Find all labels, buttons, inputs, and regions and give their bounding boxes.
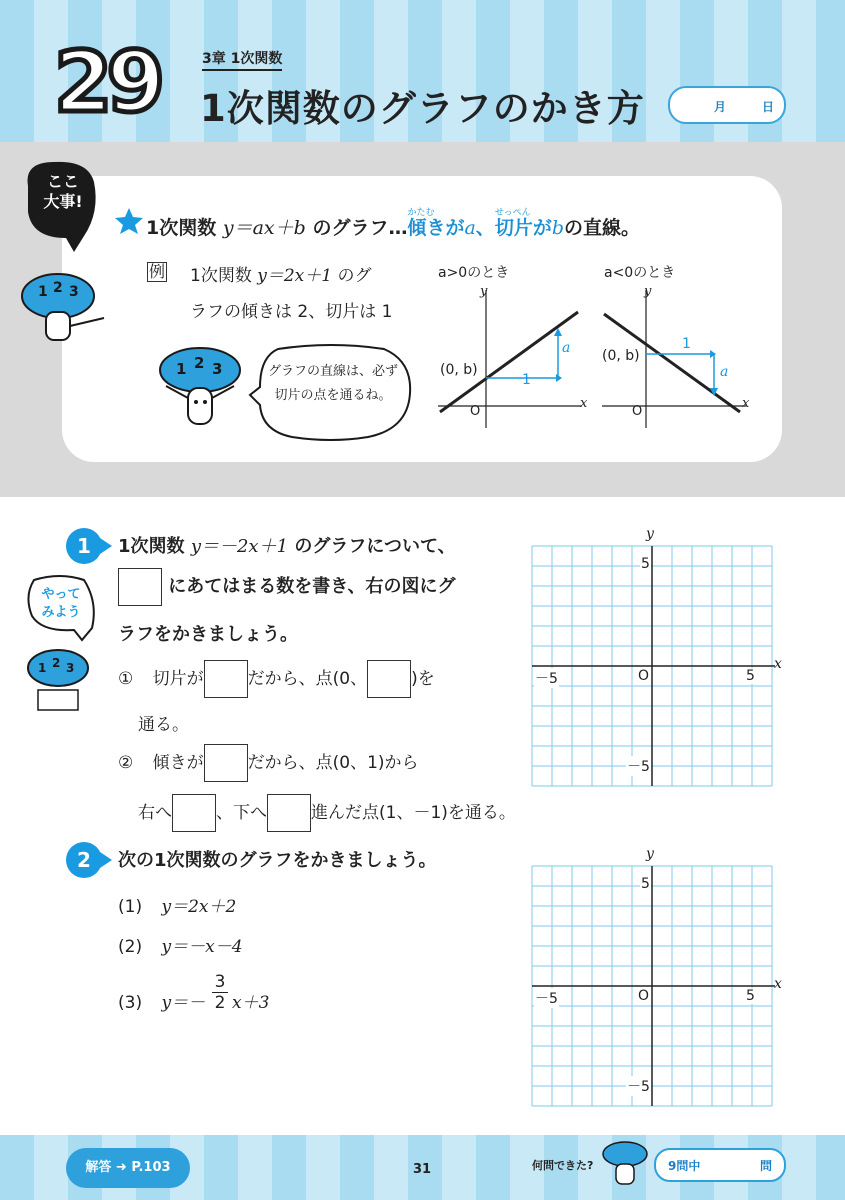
p1-right-answer[interactable] xyxy=(172,794,216,832)
mascot-score xyxy=(600,1138,650,1188)
p1-item2-e: 進んだ点(1、－1)を通る。 xyxy=(311,803,516,823)
problem-1-line2 xyxy=(118,568,456,606)
p2-item3 xyxy=(118,988,205,1013)
p1-line1-post: のグラフについて、 xyxy=(294,536,456,557)
p1-item1-num: ① xyxy=(118,669,134,689)
graph-pos-y-label: y xyxy=(480,284,488,299)
p2-item1-formula: y＝2x＋2 xyxy=(161,897,237,917)
score-label: 何問できた? xyxy=(532,1159,594,1172)
svg-text:3: 3 xyxy=(69,284,79,300)
intercept-text: 切片が xyxy=(494,217,552,239)
p2-item3-post: x＋3 xyxy=(232,993,270,1013)
graph-neg-y-label: y xyxy=(644,284,652,299)
graph-neg-rise: a xyxy=(720,364,729,380)
grid1-x-pos5: 5 xyxy=(746,668,755,684)
grid2-y-neg5: －5 xyxy=(626,1076,651,1096)
grid2-origin: O xyxy=(638,988,650,1004)
p1-item1-a: 切片が xyxy=(152,669,204,689)
grid2-x-label: x xyxy=(774,976,782,992)
grid1-x-neg5: －5 xyxy=(534,668,559,688)
svg-text:2: 2 xyxy=(53,280,63,296)
p1-formula: y＝－2x＋1 xyxy=(190,536,289,557)
slope-var: a xyxy=(464,217,476,239)
statement-formula: y＝ax＋b xyxy=(222,217,306,239)
example-line1b: のグ xyxy=(337,266,372,286)
p2-frac-num: 3 xyxy=(214,972,226,992)
speech-text: グラフの直線は、必ず切片の点を通るね。 xyxy=(268,364,399,403)
intercept-var: b xyxy=(551,217,564,239)
problem-2-line1: 次の1次関数のグラフをかきましょう。 xyxy=(118,850,437,871)
try-badge xyxy=(36,586,86,622)
grid2-y-label: y xyxy=(646,846,654,862)
problem-1-line1 xyxy=(118,532,456,558)
problem-1-number: 1 xyxy=(66,528,102,564)
problem-2-tail xyxy=(100,852,112,868)
try-badge-line2: みよう xyxy=(41,605,81,620)
grid2-y-pos5: 5 xyxy=(641,876,650,892)
problem-1-tail xyxy=(100,538,112,554)
example-formula: y＝2x＋1 xyxy=(257,266,333,286)
statement-end: の直線。 xyxy=(564,217,641,239)
date-field[interactable] xyxy=(668,86,786,124)
mascot-cheer xyxy=(150,340,250,440)
graph-neg-origin: O xyxy=(632,404,643,419)
coordinate-grid-2[interactable] xyxy=(530,865,775,1107)
p1-item2-b: だから、点(0、1)から xyxy=(247,753,419,773)
chapter-label: 3章 1次関数 xyxy=(202,48,282,71)
p1-item1-d: 通る。 xyxy=(138,715,189,735)
grid1-x-label: x xyxy=(774,656,782,672)
p2-item2 xyxy=(118,932,243,957)
example-text xyxy=(190,258,430,330)
example-label: 例 xyxy=(149,262,166,281)
statement-mid: のグラフ… xyxy=(312,217,408,239)
graph-pos-caption: a>0のとき xyxy=(438,265,510,281)
p1-line1-pre: 1次関数 xyxy=(118,536,185,557)
graph-positive-slope xyxy=(432,282,602,432)
p1-item2-line2 xyxy=(138,794,516,832)
intercept-phrase xyxy=(494,208,564,239)
p1-item2-d: 、下へ xyxy=(216,803,267,823)
p2-item3-fraction xyxy=(212,972,228,1013)
score-unit: 問 xyxy=(760,1159,773,1173)
key-badge xyxy=(38,172,88,212)
grid2-x-neg5: －5 xyxy=(534,988,559,1008)
answer-link[interactable]: 解答 ➜ P.103 xyxy=(66,1148,190,1188)
score-field[interactable] xyxy=(654,1148,786,1182)
lesson-number: 29 xyxy=(54,33,159,131)
problem-1-line3: ラフをかきましょう。 xyxy=(118,624,298,645)
example-line1: 1次関数 xyxy=(190,266,252,286)
p2-item3-pre: y＝－ xyxy=(161,993,206,1013)
page-number: 31 xyxy=(412,1162,432,1177)
grid1-y-neg5: －5 xyxy=(626,756,651,776)
grid1-y-pos5: 5 xyxy=(641,556,650,572)
star-icon xyxy=(114,206,144,236)
p2-item2-num: (2) xyxy=(118,937,143,957)
example-line2: ラフの傾きは 2、切片は 1 xyxy=(190,302,393,322)
p1-item2-c: 右へ xyxy=(138,803,172,823)
p1-item1 xyxy=(118,660,435,698)
graph-pos-origin: O xyxy=(470,404,481,419)
p2-item3-num: (3) xyxy=(118,993,143,1013)
graph-neg-run: 1 xyxy=(682,336,691,352)
p2-frac-den: 2 xyxy=(212,992,228,1013)
svg-text:3: 3 xyxy=(66,661,75,675)
graph-neg-point: (0, b) xyxy=(602,348,640,364)
p2-item1-num: (1) xyxy=(118,897,143,917)
svg-text:1: 1 xyxy=(176,360,187,378)
graph-pos-rise: a xyxy=(562,340,571,356)
graph-neg-x-label: x xyxy=(742,396,750,411)
svg-text:3: 3 xyxy=(212,360,223,378)
p1-item1-b: だから、点(0、 xyxy=(247,669,368,689)
svg-text:1: 1 xyxy=(38,661,47,675)
problem-2-number: 2 xyxy=(66,842,102,878)
coordinate-grid-1[interactable] xyxy=(530,545,775,787)
try-badge-line1: やって xyxy=(41,587,81,602)
slope-text: 傾きが xyxy=(407,217,465,239)
grid1-y-label: y xyxy=(646,526,654,542)
graph-neg-caption: a<0のとき xyxy=(604,265,676,281)
p1-point-answer[interactable] xyxy=(367,660,411,698)
slope-phrase xyxy=(407,208,476,239)
p1-sample-box xyxy=(118,568,162,606)
statement-pre: 1次関数 xyxy=(146,217,217,239)
p1-item1-c: )を xyxy=(411,669,435,689)
p1-slope-answer[interactable] xyxy=(204,744,248,782)
p1-item2 xyxy=(118,744,419,782)
month-label: 月 xyxy=(714,100,727,114)
p1-line2-text: にあてはまる数を書き、右の図にグ xyxy=(168,576,456,597)
key-statement: 1次関数 y＝ax＋b のグラフ… かたむ 傾きがa、 せっぺん 切片がbの直線。 xyxy=(146,213,640,240)
svg-text:2: 2 xyxy=(52,656,61,670)
key-badge-line2: 大事! xyxy=(43,192,83,211)
slope-ruby: かたむ xyxy=(407,208,435,218)
p1-item2-a: 傾きが xyxy=(152,753,204,773)
svg-text:1: 1 xyxy=(38,284,48,300)
p1-item2-num: ② xyxy=(118,753,134,773)
page-title: 1次関数のグラフのかき方 xyxy=(200,87,645,130)
p2-item2-formula: y＝－x－4 xyxy=(161,937,243,957)
intercept-ruby: せっぺん xyxy=(494,208,531,218)
graph-pos-point: (0, b) xyxy=(440,362,478,378)
svg-text:2: 2 xyxy=(194,354,205,372)
p2-item1 xyxy=(118,892,236,917)
graph-pos-run: 1 xyxy=(522,372,531,388)
graph-pos-x-label: x xyxy=(580,396,588,411)
grid1-origin: O xyxy=(638,668,650,684)
score-total: 9問中 xyxy=(668,1159,701,1173)
grid2-x-pos5: 5 xyxy=(746,988,755,1004)
key-badge-line1: ここ xyxy=(46,172,79,191)
day-label: 日 xyxy=(762,100,775,114)
p1-intercept-answer[interactable] xyxy=(204,660,248,698)
p1-down-answer[interactable] xyxy=(267,794,311,832)
